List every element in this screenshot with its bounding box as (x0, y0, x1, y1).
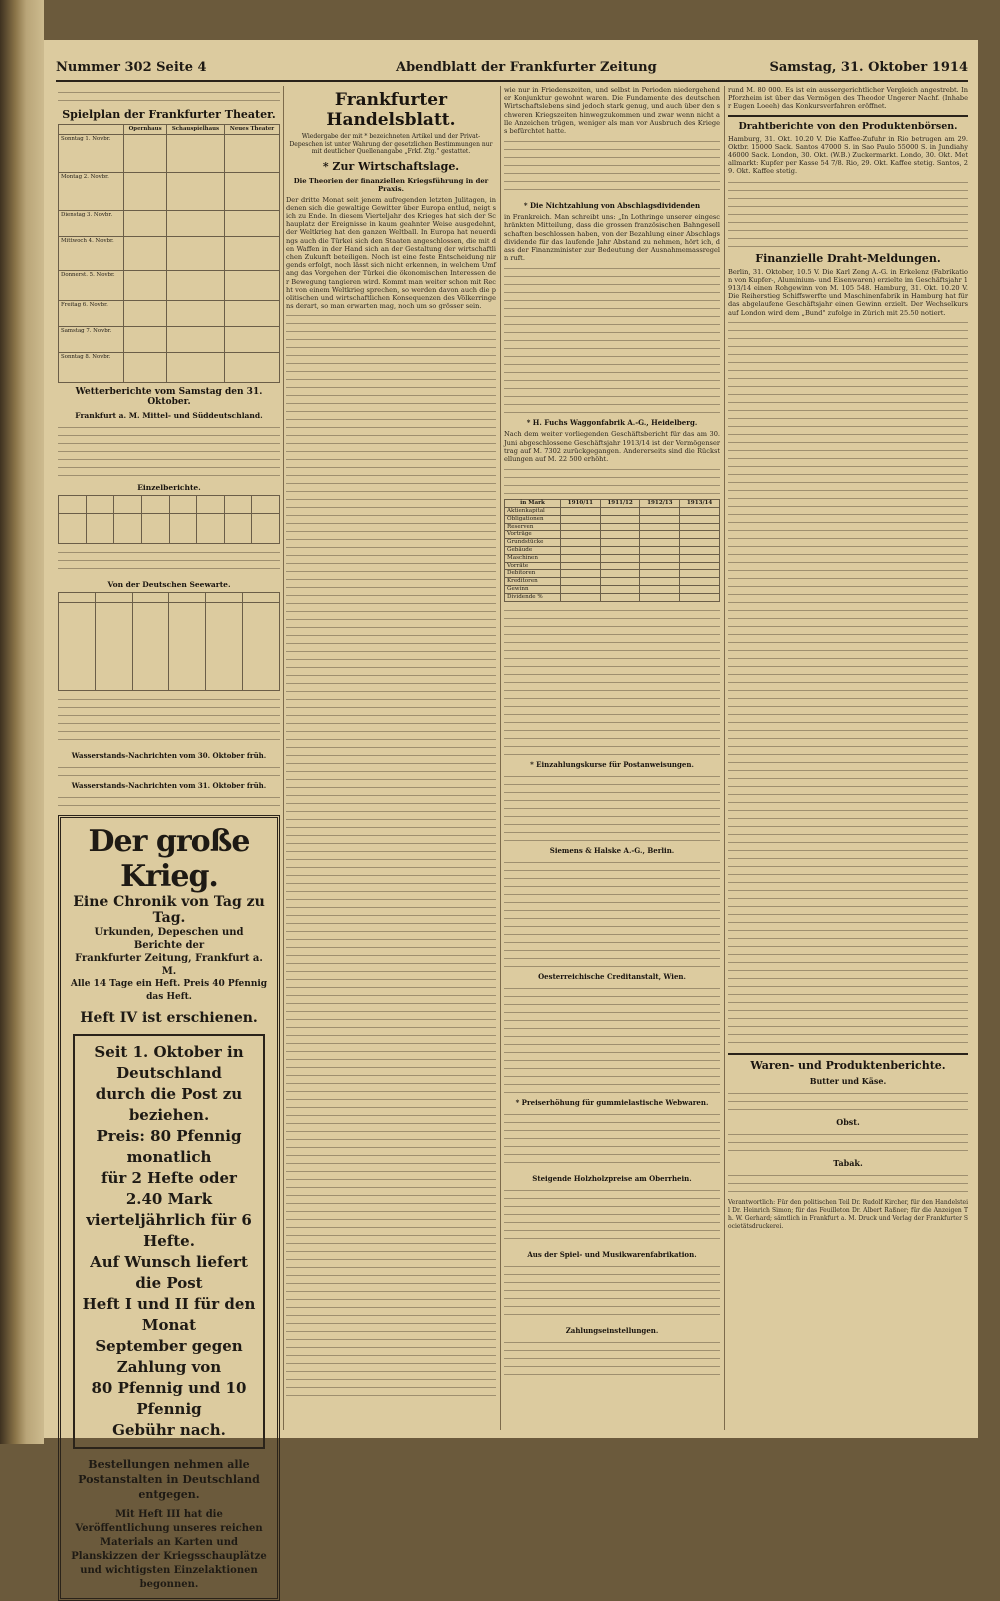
weather-table (58, 495, 280, 544)
day-label: Dienstag 3. Novbr. (59, 210, 124, 236)
balance-table: in Mark 1910/11 1911/12 1912/13 1913/14 Aktienkapital Obligationen Reserven Vorträge Grundstücke Gebäude Maschinen Vorräte Debitoren Kreditoren Gewinn Dividende % (504, 499, 720, 601)
issue-date: Samstag, 31. Oktober 1914 (769, 60, 968, 75)
page-header (56, 60, 968, 80)
ad-title: Der große Krieg. (88, 823, 250, 894)
theater-heading: Spielplan der Frankfurter Theater. (62, 108, 276, 121)
seewarte-heading: Von der Deutschen Seewarte. (107, 579, 231, 589)
col-schauspielhaus: Schauspielhaus (166, 125, 224, 135)
day-label: Sonntag 8. Novbr. (59, 352, 124, 382)
day-label: Mittwoch 4. Novbr. (59, 236, 124, 270)
column-4: rund M. 80 000. Es ist ein aussergerichtlicher Vergleich angestrebt. In Pforzheim ist über das Vermögen des Theodor Ungerer Nachf. (Inhaber Eugen Loeeh) das Konkursverfahren eröffnet. Drahtberichte von den Produktenbörsen. Hamburg, 31. Okt. 10.20 V. Die Kaffee-Zufuhr in Rio betrugen am 29. Oktbr. 15000 Sack. Santos 47000 S. in Sao Paulo 55000 S. in Jundiahy 46000 Sack. London, 30. Okt. (W.B.) Zuckermarkt. Londo, 30. Okt. Metallmarkt: Kupfer per Kasse 54 7/8. Rio, 29. Okt. Kaffee stetig. Santos, 29. Okt. Kaffee stetig. Finanzielle Draht-Meldungen. Berlin, 31. Oktober, 10.5 V. Die Karl Zeng A.-G. in Erkelenz (Fabrikation von Kupfer-, Aluminium- und Eisenwaren) erzielte im Geschäftsjahr 1913/14 einen Rohgewinn von M. 105 548. Hamburg, 31. Okt. 10.20 V. Die Reiherstieg Schiffswerfte und Maschinenfabrik in Hamburg hat für das abgelaufene Geschäftsjahr einen Gewinn erzielt. Der Wechselkurs auf London wird dem „Bund" zufolge in Zürich mit 25.50 notiert. Waren- und Produktenberichte. Butter und Käse. Obst. Tabak. Verantwortlich: Für den politischen Teil Dr. Rudolf Kircher, für den Handelsteil Dr. Heinrich Simon; für das Feuilleton Dr. Albert Raßner; für die Anzeigen Th. W. Gerhard; sämtlich in Frankfurt a. M. Druck und Verlag der Frankfurter Societätsdruckerei. (728, 86, 968, 1231)
header-rule (56, 80, 968, 82)
day-label: Sonntag 1. Novbr. (59, 134, 124, 172)
financial-wire-heading: Finanzielle Draht-Meldungen. (755, 251, 941, 265)
page-number: Nummer 302 Seite 4 (56, 60, 207, 75)
newspaper-page (44, 40, 978, 1590)
seewarte-table (58, 592, 280, 691)
column-1 (58, 86, 280, 1590)
day-label: Samstag 7. Novbr. (59, 326, 124, 352)
article-continuation: wie nur in Friedenszeiten, und selbst in Perioden niedergehender Konjunktur gewohnt waren. Die Fundamente des deutschen Wirtschaftslebens sind jedoch stark genug, und auch über den schweren Kriegszeiten hinwegzukommen und zwar wenn nicht alle Anzeichen trügen, weniger als man vor Ausbruch des Krieges befürchtet hatte. (504, 86, 720, 136)
theater-schedule-table (58, 124, 280, 383)
weather-subheading: Frankfurt a. M. Mittel- und Süddeutschland. (75, 410, 263, 420)
article-heading: * Zur Wirtschaftslage. (322, 159, 460, 173)
masthead: Abendblatt der Frankfurter Zeitung (396, 60, 657, 75)
weather-heading: Wetterberichte vom Samstag den 31. Oktober. (75, 386, 263, 407)
fuchs-heading: * H. Fuchs Waggonfabrik A.-G., Heidelberg. (526, 418, 698, 428)
day-label: Donnerst. 5. Novbr. (59, 270, 124, 300)
col-neues-theater: Neues Theater (225, 125, 280, 135)
book-spine (0, 0, 44, 1444)
column-2 (286, 86, 496, 1430)
day-label: Freitag 6. Novbr. (59, 300, 124, 326)
column-3: wie nur in Friedenszeiten, und selbst in Perioden niedergehender Konjunktur gewohnt waren. Die Fundamente des deutschen Wirtschaftslebens sind jedoch stark genug, und auch über den schweren Kriegszeiten hinwegzukommen und zwar wenn nicht alle Anzeichen trügen, weniger als man vor Ausbruch des Krieges befürchtet hatte. * Die Nichtzahlung von Abschlagsdividenden in Frankreich. Man schreibt uns: „In Lothringe unserer eingeschränkten Mitteilung, dass die grossen französischen Bahngesellschaften beschlossen haben, von der Bezahlung einer Abschlagsdividende für das laufende Jahr Abstand zu nehmen, hört ich, dass der Finanzminister zur Bedeutung der Ausnahmemassregeln ruft. * H. Fuchs Waggonfabrik A.-G., Heidelberg. Nach dem weiter vorliegenden Geschäftsbericht für das am 30. Juni abgeschlossene Geschäftsjahr 1913/14 ist der Vermögensertrag auf M. 7302 zurückgegangen. Andererseits sind die Rückstellungen auf M. 22 500 erhöht. in Mark 1910/11 1911/12 1912/13 1913/14 Aktienkapital Obligationen Reserven Vorträge Grundstücke Gebäude Maschinen Vorräte Debitoren Kreditoren Gewinn Dividende % * Einzahlungskurse für Postanweisungen. Siemens & Halske A.-G., Berlin. Oesterreichische Creditanstalt, Wien. * Preiserhöhung für gummielastische Webwaren. Steigende Holzholzpreise am Oberrhein. Aus der Spiel- und Musikwarenfabrikation. Zahlungseinstellungen. (504, 86, 720, 1430)
produce-exchange-heading: Drahtberichte von den Produktenbörsen. (738, 120, 958, 132)
water-heading-1: Wasserstands-Nachrichten vom 30. Oktober früh. (71, 750, 267, 760)
copyright-note: Wiedergabe der mit * bezeichneten Artikel und der Privat-Depeschen ist unter Wahrung der gesetzlichen Bestimmungen nur mit deutlicher Quellenangabe „Frkf. Ztg." gestattet. (289, 133, 493, 155)
article-body: Der dritte Monat seit jenem aufregenden letzten Julitagen, in denen sich die gewaltige Gewitter über Europa entlud, neigt sich zu Ende. In diesem Vierteljahr des Krieges hat sich der Schauplatz der Ereignisse in kaum geahnter Weise ausgedehnt, der Weltkrieg hat den ganzen Weltball. In Europa hat neuerdings auch die Türkei sich den Staaten angeschlossen, die mit den Waffen in der Hand sich an der Gestaltung der wirtschaftlichen Zukunft beteiligen. Noch ist eine feste Entscheidung nirgends erfolgt, noch lässt sich nicht erkennen, in welchem Umfang das Vorgehen der Türkei die ökonomischen Interessen der Bewegung tangieren wird. Kommt man weiter schon mit Recht von einem Weltkrieg sprechen, so werden davon auch die politischen und wirtschaftlichen Konsequenzen des Völkerringens derart, so man erwarten mag, noch um so grösser sein. (286, 195, 496, 311)
water-heading-2: Wasserstands-Nachrichten vom 31. Oktober früh. (71, 780, 267, 790)
section-title: Frankfurter Handelsblatt. (326, 90, 456, 130)
goods-reports-heading: Waren- und Produktenberichte. (750, 1058, 946, 1072)
single-reports-heading: Einzelberichte. (137, 482, 201, 492)
day-label: Montag 2. Novbr. (59, 172, 124, 210)
ad-subscription-box: Seit 1. Oktober in Deutschland durch die Post zu beziehen. Preis: 80 Pfennig monatlich für 2 Hefte oder 2.40 Mark vierteljährlich für 6 Hefte. Auf Wunsch liefert die Post Heft I und II für den Monat September gegen Zahlung von 80 Pfennig und 10 Pfennig Gebühr nach. (73, 1034, 265, 1449)
imprint: Verantwortlich: Für den politischen Teil Dr. Rudolf Kircher, für den Handelsteil Dr. Heinrich Simon; für das Feuilleton Dr. Albert Raßner; für die Anzeigen Th. W. Gerhard; sämtlich in Frankfurt a. M. Druck und Verlag der Frankfurter Societätsdruckerei. (728, 1198, 968, 1231)
article-subheading: Die Theorien der finanziellen Kriegsführung in der Praxis. (293, 176, 489, 193)
dividend-heading: * Die Nichtzahlung von Abschlagsdividenden (523, 201, 701, 211)
col-opernhaus: Opernhaus (124, 125, 166, 135)
book-advertisement: Der große Krieg. Eine Chronik von Tag zu Tag. Urkunden, Depeschen und Berichte der Frankfurter Zeitung, Frankfurt a. M. Alle 14 Tage ein Heft. Preis 40 Pfennig das Heft. Heft IV ist erschienen. Seit 1. Oktober in Deutschland durch die Post zu beziehen. Preis: 80 Pfennig monatlich für 2 Hefte oder 2.40 Mark vierteljährlich für 6 Hefte. Auf Wunsch liefert die Post Heft I und II für den Monat September gegen Zahlung von 80 Pfennig und 10 Pfennig Gebühr nach. Bestellungen nehmen alle Postanstalten in Deutschland entgegen. Mit Heft III hat die Veröffentlichung unseres reichen Materials an Karten und Planskizzen der Kriegsschauplätze und wichtigsten Einzelaktionen begonnen. (58, 815, 280, 1601)
